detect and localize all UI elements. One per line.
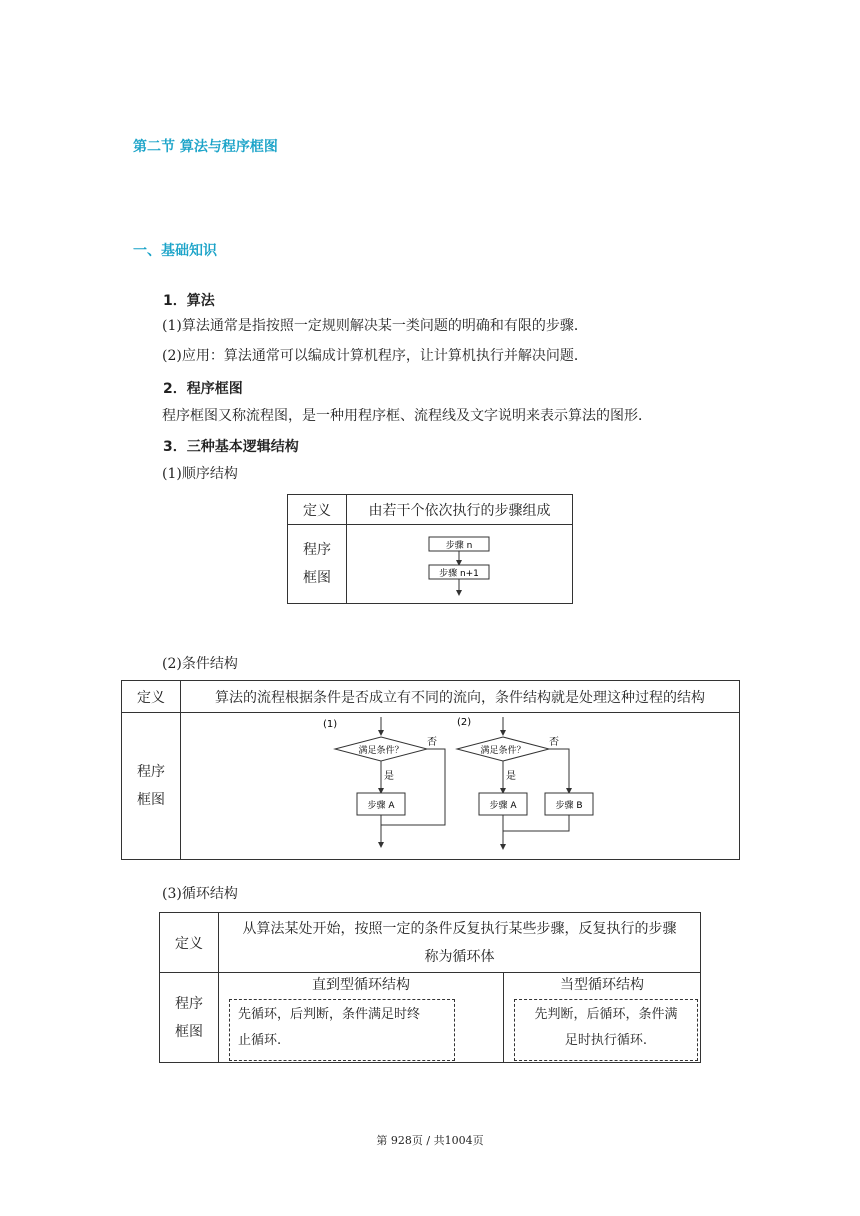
cond-d1-number: (1) (323, 719, 338, 730)
loop-table (159, 912, 701, 1063)
seq-label: (1)顺序结构 (162, 466, 238, 482)
section-title: 第二节 算法与程序框图 (133, 139, 278, 155)
cond-d2-stepB: 步骤 B (555, 801, 583, 811)
seq-step-n-label: 步骤 n (445, 541, 473, 551)
seq-chart-header-2: 框图 (303, 570, 331, 586)
item1-p1: (1)算法通常是指按照一定规则解决某一类问题的明确和有限的步骤． (162, 318, 588, 334)
loop-chart-header-1: 程序 (175, 995, 203, 1012)
seq-def-header: 定义 (288, 495, 347, 525)
cond-flowchart-cell (181, 713, 740, 860)
seq-flowchart (347, 525, 571, 599)
loop-col1 (219, 973, 504, 1063)
loop-chart-header-2: 框图 (175, 1023, 203, 1040)
loop-def-text-2: 称为循环体 (424, 948, 495, 965)
item1-p2: (2)应用：算法通常可以编成计算机程序，让计算机执行并解决问题． (162, 348, 588, 364)
cond-d2-stepA: 步骤 A (489, 801, 517, 811)
item3-title: 3．三种基本逻辑结构 (163, 439, 299, 455)
loop-col2 (504, 973, 701, 1063)
loop-def-header: 定义 (160, 913, 219, 973)
cond-def-text: 算法的流程根据条件是否成立有不同的流向，条件结构就是处理这种过程的结构 (181, 681, 740, 713)
cond-d1-stepA: 步骤 A (367, 801, 395, 811)
cond-chart-header-1: 程序 (137, 764, 165, 780)
seq-chart-header-1: 程序 (303, 542, 331, 558)
cond-d1-text: 满足条件？ (358, 746, 404, 756)
cond-def-header: 定义 (122, 681, 181, 713)
conditional-table (121, 680, 740, 860)
cond-d2-number: (2) (457, 717, 472, 728)
loop-chart-header (160, 973, 219, 1063)
loop-col1-note-1: 先循环，后判断，条件满足时终 (238, 1007, 421, 1022)
item2-title: 2．程序框图 (163, 381, 243, 397)
seq-step-n1-label: 步骤 n+1 (439, 569, 479, 579)
cond-d1-yes: 是 (384, 771, 394, 782)
cond-label: (2)条件结构 (162, 656, 238, 672)
cond-chart-header (122, 713, 181, 860)
loop-label: (3)循环结构 (162, 886, 238, 902)
item2-p1: 程序框图又称流程图，是一种用程序框、流程线及文字说明来表示算法的图形． (162, 408, 652, 424)
cond-flowchart (181, 713, 739, 855)
cond-d2-yes: 是 (506, 771, 516, 782)
loop-col2-note-2: 足时执行循环. (564, 1033, 648, 1048)
cond-d2-no: 否 (549, 737, 559, 748)
item1-title: 1．算法 (163, 293, 215, 309)
loop-col1-note-2: 止循环. (238, 1033, 282, 1048)
seq-flowchart-cell (347, 525, 573, 604)
cond-d1-no: 否 (427, 737, 437, 748)
loop-col1-note (229, 999, 455, 1061)
page-footer: 第 928页 / 共1004页 (376, 1134, 484, 1147)
seq-chart-header (288, 525, 347, 604)
loop-col2-note-1: 先判断，后循环，条件满 (534, 1007, 678, 1022)
cond-chart-header-2: 框图 (137, 792, 165, 808)
cond-d2-text: 满足条件？ (480, 746, 526, 756)
loop-def-text (219, 913, 701, 973)
sequence-table (287, 494, 573, 604)
loop-col2-note (514, 999, 698, 1061)
loop-def-text-1: 从算法某处开始，按照一定的条件反复执行某些步骤，反复执行的步骤 (242, 920, 677, 937)
seq-def-text: 由若干个依次执行的步骤组成 (347, 495, 573, 525)
loop-col1-title: 直到型循环结构 (312, 977, 410, 993)
part-title: 一、基础知识 (133, 243, 217, 259)
loop-col2-title: 当型循环结构 (560, 977, 644, 993)
